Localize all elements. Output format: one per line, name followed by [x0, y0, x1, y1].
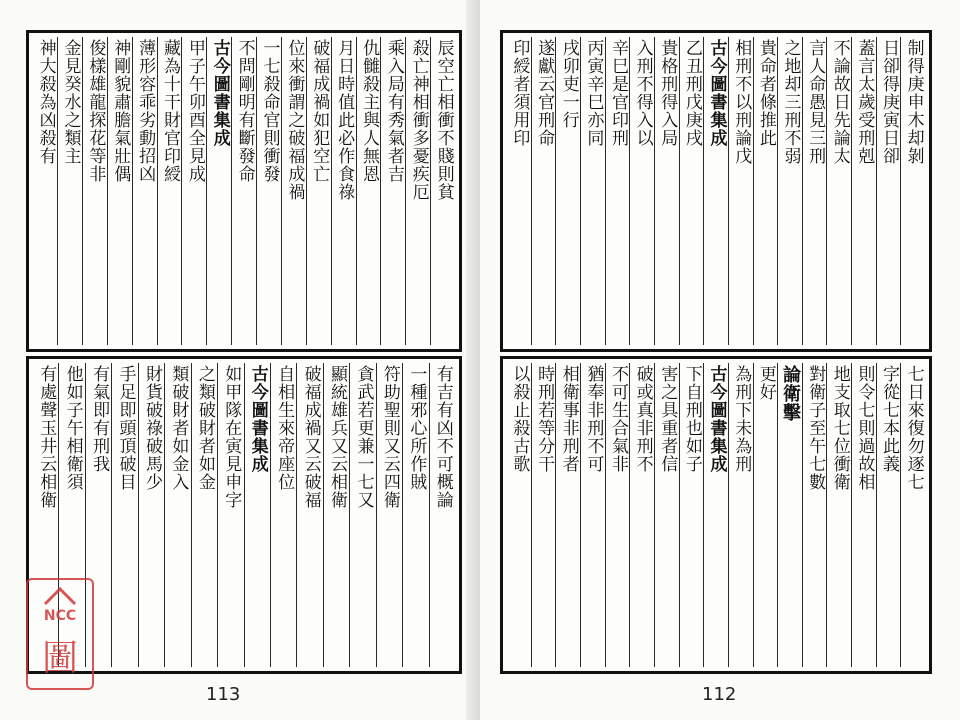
text-column: [703, 37, 728, 345]
column-text: 相刑不以刑論戊: [731, 39, 752, 165]
text-column: [376, 363, 402, 667]
column-text: 為刑下未為刑: [731, 365, 752, 473]
column-text: 薄形容乖劣動招凶: [135, 39, 156, 183]
column-text: 以殺止殺古歌: [509, 365, 530, 473]
column-text: 下自刑也如子: [681, 365, 702, 473]
column-text: 神剛貌肅膽氣壯偶: [110, 39, 131, 183]
column-text: 破福成禍又云破福: [300, 365, 321, 509]
column-text: 神大殺為凶殺有: [35, 39, 56, 165]
text-column: [33, 37, 57, 345]
column-text: 顯統雄兵又云相衛: [327, 365, 348, 509]
column-text: 有氣即有刑我: [89, 365, 110, 473]
column-text: 之地却三刑不弱: [780, 39, 801, 165]
column-text: 相衛事非刑者: [558, 365, 579, 473]
text-column: [331, 37, 356, 345]
text-column: [900, 37, 925, 345]
text-column: [217, 363, 243, 667]
stamp-glyph: 圖: [41, 638, 78, 679]
right-page: [480, 0, 960, 720]
right-bottom-columns: [507, 363, 925, 667]
column-text: 仇雠殺主與人無恩: [358, 39, 379, 183]
column-text: 殺亡神相衝多憂疾厄: [408, 39, 429, 201]
column-text: 月日時值此必作食祿: [334, 39, 355, 201]
text-column: [802, 363, 827, 667]
column-text: 制得庚申木却剝: [903, 39, 924, 165]
column-text: 蓋言太歲受刑剋: [854, 39, 875, 165]
text-column: [753, 37, 778, 345]
text-column: [256, 37, 281, 345]
text-column: [826, 363, 851, 667]
column-text: 辰空亡相衝不賤則貧: [433, 39, 454, 201]
column-text: 古今圖書集成: [706, 39, 727, 147]
column-text: 類破財者如金入: [168, 365, 189, 491]
column-text: 不可生合氣非: [607, 365, 628, 473]
column-text: 害之具重者信: [657, 365, 678, 473]
text-column: [107, 37, 132, 345]
text-column: [580, 363, 605, 667]
column-text: 印綬者須用印: [509, 39, 530, 147]
page-number: 113: [206, 684, 241, 705]
column-text: 貴命者條推此: [755, 39, 776, 147]
column-text: 古今圖書集成: [209, 39, 230, 147]
right-bottom-panel: [500, 356, 932, 674]
text-column: [231, 37, 256, 345]
page-number: 112: [702, 684, 737, 705]
text-column: [82, 37, 107, 345]
stamp-letters: NCC: [43, 608, 77, 624]
column-text: 有吉有凶不可概論: [432, 365, 453, 509]
column-text: 戌卯吏一行: [558, 39, 579, 129]
text-column: [654, 37, 679, 345]
text-column: [323, 363, 349, 667]
right-top-panel: [500, 30, 932, 352]
column-text: 古今圖書集成: [706, 365, 727, 473]
text-column: [555, 363, 580, 667]
left-bottom-columns: [33, 363, 455, 667]
text-column: [555, 37, 580, 345]
text-column: [405, 37, 430, 345]
text-column: [629, 37, 654, 345]
text-column: [777, 37, 802, 345]
text-column: [356, 37, 381, 345]
text-column: [679, 363, 704, 667]
column-text: 俊樣雄龍探花等非: [85, 39, 106, 183]
text-column: [728, 363, 753, 667]
column-text: 貪武若更兼一七又: [353, 365, 374, 509]
text-column: [157, 37, 182, 345]
column-text: 日卻得庚寅日卻: [879, 39, 900, 165]
text-column: [629, 363, 654, 667]
text-column: [654, 363, 679, 667]
column-text: 有處聲玉井云相衛: [36, 365, 57, 509]
text-column: [531, 37, 556, 345]
text-column: [296, 363, 322, 667]
left-top-columns: [33, 37, 455, 345]
column-text: 時刑若等分干: [534, 365, 555, 473]
column-text: 乙丑刑戊庚戌: [681, 39, 702, 147]
library-stamp: [26, 578, 94, 690]
text-column: [753, 363, 778, 667]
text-column: [181, 37, 206, 345]
column-text: 古今圖書集成: [247, 365, 268, 473]
column-text: 字從七本此義: [879, 365, 900, 473]
column-text: 破福成禍如犯空亡: [309, 39, 330, 183]
text-column: [728, 37, 753, 345]
column-text: 辛巳是官印刑: [607, 39, 628, 147]
text-column: [802, 37, 827, 345]
text-column: [281, 37, 306, 345]
column-text: 位來衝謂之破福成禍: [284, 39, 305, 201]
text-column: [430, 37, 455, 345]
column-text: 猶奉非刑不可: [583, 365, 604, 473]
text-column: [531, 363, 556, 667]
text-column: [679, 37, 704, 345]
column-text: 手足即頭頂破目: [115, 365, 136, 491]
column-text: 自相生來帝座位: [274, 365, 295, 491]
column-text: 丙寅辛巳亦同: [583, 39, 604, 147]
column-text: 貴格刑得入局: [657, 39, 678, 147]
column-text: 藏為十干財官印綬: [159, 39, 180, 183]
text-column: [270, 363, 296, 667]
text-column: [244, 363, 270, 667]
text-column: [380, 37, 405, 345]
column-text: 如甲隊在寅見申字: [221, 365, 242, 509]
column-text: 對衛子至午七數: [805, 365, 826, 491]
column-text: 甲子午卯酉全見成: [184, 39, 205, 183]
column-text: 破或真非刑不: [632, 365, 653, 473]
text-column: [349, 363, 375, 667]
column-text: 他如子午相衛須: [62, 365, 83, 491]
text-column: [605, 37, 630, 345]
text-column: [777, 363, 802, 667]
column-text: 不論故日先論太: [829, 39, 850, 165]
text-column: [580, 37, 605, 345]
column-text: 一種邪心所作賊: [406, 365, 427, 491]
column-text: 更好: [755, 365, 776, 401]
column-text: 言人命愚見三刑: [805, 39, 826, 165]
column-text: 則令七則過故相: [854, 365, 875, 491]
column-text: 遂獻云官刑命: [534, 39, 555, 147]
text-column: [164, 363, 190, 667]
column-text: 七日來復勿逐七: [903, 365, 924, 491]
text-column: [900, 363, 925, 667]
text-column: [851, 37, 876, 345]
text-column: [876, 363, 901, 667]
left-top-panel: [26, 30, 462, 352]
text-column: [429, 363, 455, 667]
text-column: [507, 37, 531, 345]
column-text: 一七殺命官則衝發: [259, 39, 280, 183]
column-text: 論衛擊: [779, 365, 801, 422]
column-text: 金見癸水之類主: [60, 39, 81, 165]
text-column: [851, 363, 876, 667]
column-text: 地支取七位衝衛: [829, 365, 850, 491]
roof-chevron-icon: [43, 586, 77, 606]
text-column: [111, 363, 137, 667]
text-column: [132, 37, 157, 345]
text-column: [605, 363, 630, 667]
text-column: [206, 37, 231, 345]
right-top-columns: [507, 37, 925, 345]
text-column: [191, 363, 217, 667]
text-column: [138, 363, 164, 667]
text-column: [826, 37, 851, 345]
text-column: [876, 37, 901, 345]
column-text: 符助聖則又云四衛: [379, 365, 400, 509]
column-text: 財貨破祿破馬少: [141, 365, 162, 491]
column-text: 不問剛明有斷發命: [234, 39, 255, 183]
text-column: [402, 363, 428, 667]
column-text: 之類破財者如金: [194, 365, 215, 491]
text-column: [57, 37, 82, 345]
column-text: 入刑不得入以: [632, 39, 653, 147]
column-text: 乘入局有秀氣者吉: [383, 39, 404, 183]
text-column: [306, 37, 331, 345]
text-column: [507, 363, 531, 667]
text-column: [703, 363, 728, 667]
